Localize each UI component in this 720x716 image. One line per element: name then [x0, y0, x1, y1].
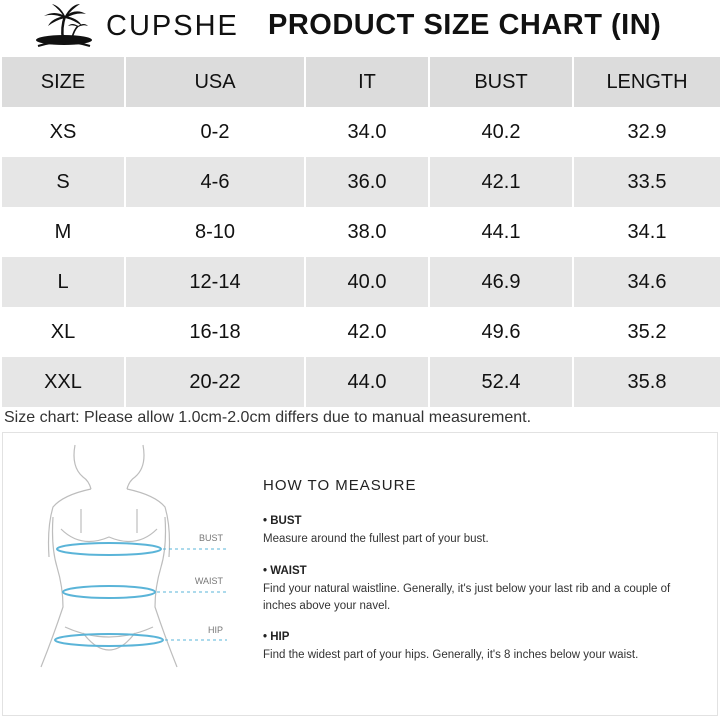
- column-header-length: LENGTH: [573, 57, 720, 107]
- table-header-row: [1, 57, 720, 107]
- figure-label-hip: HIP: [207, 625, 223, 635]
- cell-bust: 44.1: [429, 207, 573, 257]
- column-header-bust: BUST: [429, 57, 573, 107]
- figure-label-bust: BUST: [198, 533, 223, 543]
- hip-heading: • HIP: [263, 631, 290, 643]
- cell-it: 34.0: [305, 107, 429, 157]
- cell-usa: 16-18: [125, 307, 305, 357]
- cell-bust: 42.1: [429, 157, 573, 207]
- cell-size: XXL: [1, 357, 125, 407]
- column-header-size: SIZE: [1, 57, 125, 107]
- table-row: [1, 157, 720, 207]
- table-row: [1, 257, 720, 307]
- cell-length: 35.8: [573, 357, 720, 407]
- cell-bust: 46.9: [429, 257, 573, 307]
- header: [0, 0, 720, 56]
- body-measurement-figure: [23, 437, 233, 713]
- how-to-measure-title: HOW TO MEASURE: [263, 477, 417, 494]
- cell-bust: 52.4: [429, 357, 573, 407]
- cell-it: 38.0: [305, 207, 429, 257]
- page-title: PRODUCT SIZE CHART (IN): [268, 9, 662, 41]
- cell-it: 42.0: [305, 307, 429, 357]
- table-row: [1, 207, 720, 257]
- cell-length: 32.9: [573, 107, 720, 157]
- cell-length: 33.5: [573, 157, 720, 207]
- column-header-usa: USA: [125, 57, 305, 107]
- cell-size: S: [1, 157, 125, 207]
- cell-it: 44.0: [305, 357, 429, 407]
- cell-length: 34.1: [573, 207, 720, 257]
- figure-label-waist: WAIST: [194, 576, 223, 586]
- palm-island-logo-icon: [30, 2, 98, 50]
- cell-usa: 8-10: [125, 207, 305, 257]
- table-row: [1, 107, 720, 157]
- column-header-it: IT: [305, 57, 429, 107]
- cell-size: XS: [1, 107, 125, 157]
- cell-size: M: [1, 207, 125, 257]
- waist-description: Find your natural waistline. Generally, it's just below your last rib and a couple of inches above your navel.: [263, 583, 671, 612]
- cell-usa: 12-14: [125, 257, 305, 307]
- cell-size: L: [1, 257, 125, 307]
- table-row: [1, 357, 720, 407]
- measure-lines: [55, 543, 227, 646]
- bust-description: Measure around the fullest part of your bust.: [263, 533, 489, 545]
- table-row: [1, 307, 720, 357]
- cell-length: 34.6: [573, 257, 720, 307]
- cell-bust: 40.2: [429, 107, 573, 157]
- brand-name: CUPSHE: [106, 10, 239, 42]
- cell-size: XL: [1, 307, 125, 357]
- cell-length: 35.2: [573, 307, 720, 357]
- cell-usa: 20-22: [125, 357, 305, 407]
- hip-description: Find the widest part of your hips. Generally, it's 8 inches below your waist.: [263, 649, 639, 661]
- waist-heading: • WAIST: [263, 565, 307, 577]
- cell-usa: 0-2: [125, 107, 305, 157]
- cell-it: 40.0: [305, 257, 429, 307]
- cell-usa: 4-6: [125, 157, 305, 207]
- cell-it: 36.0: [305, 157, 429, 207]
- cell-bust: 49.6: [429, 307, 573, 357]
- bust-heading: • BUST: [263, 515, 302, 527]
- measurement-note: Size chart: Please allow 1.0cm-2.0cm differs due to manual measurement.: [4, 409, 532, 426]
- how-to-measure-panel: [2, 432, 718, 716]
- size-chart-table: [0, 57, 720, 407]
